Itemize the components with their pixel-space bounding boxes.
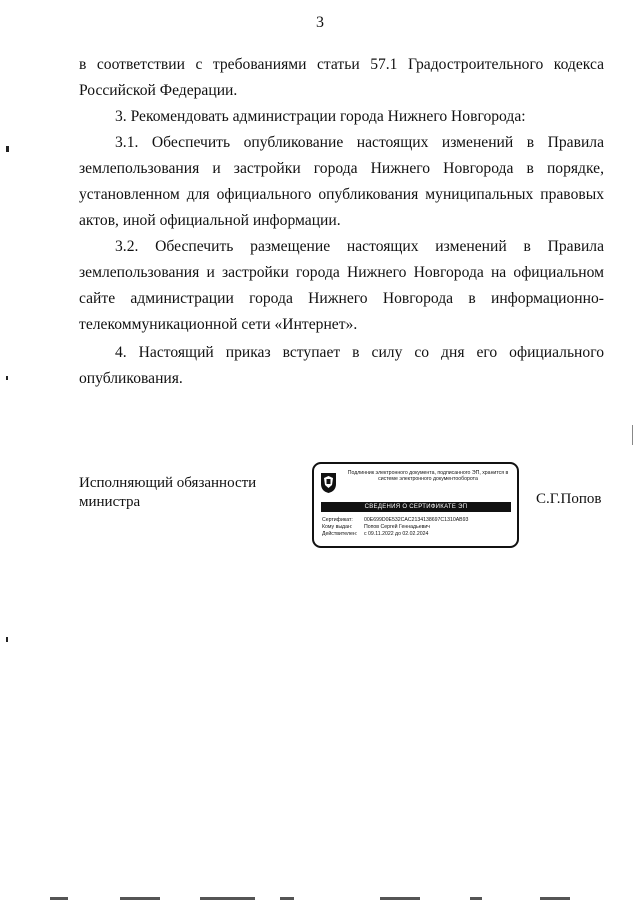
signatory-name: С.Г.Попов (536, 491, 602, 507)
stamp-cert-row (322, 517, 512, 524)
stamp-owner-label: Кому выдан: (322, 524, 353, 530)
scan-mark (6, 376, 8, 380)
stamp-owner-value: Попов Сергей Геннадьевич (364, 524, 430, 530)
paragraph-item-4: 4. Настоящий приказ вступает в силу со дня его официального опубликования. (79, 344, 604, 387)
scan-mark (6, 637, 8, 642)
page-number: 3 (316, 14, 324, 31)
stamp-owner-row (322, 524, 512, 531)
coat-of-arms-icon (320, 472, 337, 494)
stamp-valid-label: Действителен: (322, 531, 358, 537)
scan-bottom-edge (50, 893, 610, 905)
scan-mark (632, 425, 633, 445)
signatory-role-line-1: Исполняющий обязанности (79, 475, 257, 491)
stamp-cert-value: 00E699D0E532CAC2134138697C1310AB93 (364, 517, 469, 523)
paragraph-item-3-1: 3.1. Обеспечить опубликование настоящих изменений в Правила землепользования и застройки города Нижнего Новгорода в порядке, установленном для официального опубликования муниципальных правовых актов, иной официальной информации. (79, 134, 604, 229)
signatory-role-line-2: министра (79, 494, 141, 510)
stamp-title: СВЕДЕНИЯ О СЕРТИФИКАТЕ ЭП (321, 502, 511, 512)
signatory-role (79, 474, 256, 512)
scan-mark (6, 146, 9, 152)
stamp-valid-row (322, 531, 512, 538)
paragraph-item-3: 3. Рекомендовать администрации города Нижнего Новгорода: (115, 108, 526, 125)
stamp-note: Подлинник электронного документа, подписанного ЭП, хранится в системе электронного документооборота (347, 470, 509, 483)
electronic-signature-stamp (312, 462, 519, 548)
paragraph-continuation: в соответствии с требованиями статьи 57.1 Градостроительного кодекса Российской Федерации. (79, 56, 604, 99)
paragraph-item-3-2: 3.2. Обеспечить размещение настоящих изменений в Правила землепользования и застройки города Нижнего Новгорода на официальном сайте администрации города Нижнего Новгорода в информационно-телекоммуникационной сети «Интернет». (79, 238, 604, 333)
stamp-valid-value: с 09.11.2022 до 02.02.2024 (364, 531, 429, 537)
stamp-details (322, 517, 512, 538)
stamp-cert-label: Сертификат: (322, 517, 353, 523)
